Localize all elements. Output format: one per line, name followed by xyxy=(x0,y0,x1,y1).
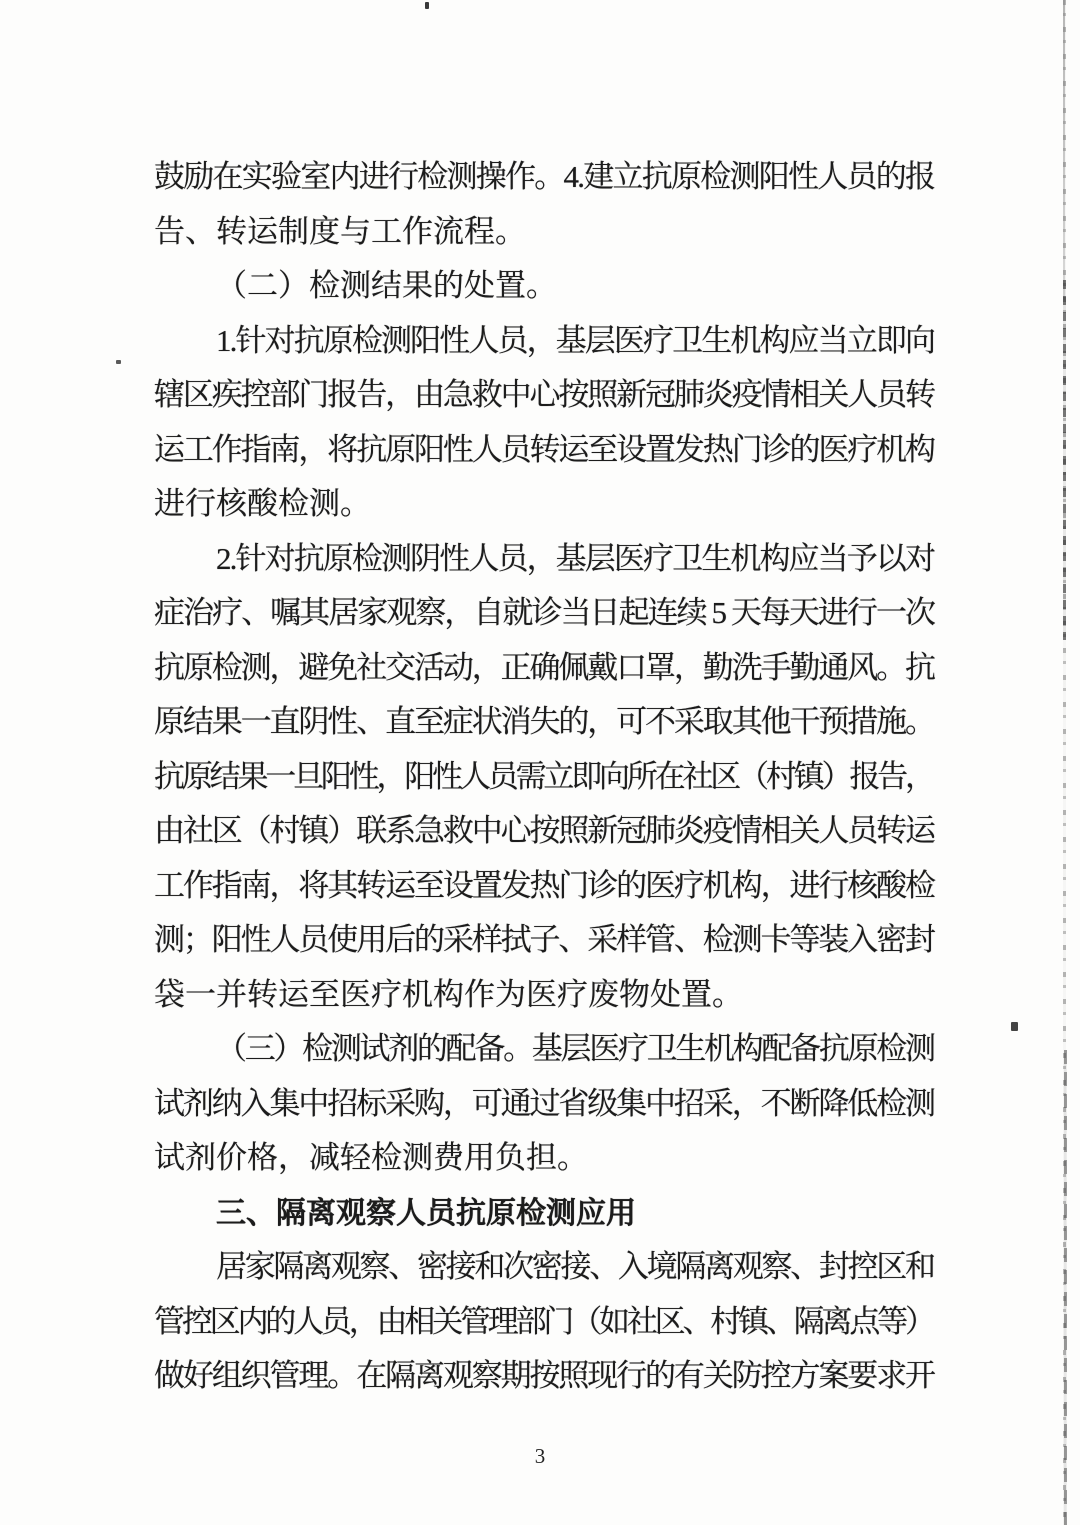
text-line: 管控区内的人员，由相关管理部门（如社区、村镇、隔离点等） xyxy=(154,1303,933,1339)
text-line: 试剂纳入集中招标采购，可通过省级集中招采，不断降低检测 xyxy=(154,1085,934,1121)
text-line: 测；阳性人员使用后的采样拭子、采样管、检测卡等装入密封 xyxy=(154,922,934,957)
section-heading: 三、隔离观察人员抗原检测应用 xyxy=(216,1196,636,1230)
text-line: 症治疗、嘱其居家观察，自就诊当日起连续 5 天每天进行一次 xyxy=(154,595,935,630)
scan-edge-artifact-bottom xyxy=(1064,1050,1067,1525)
text-line: 1.针对抗原检测阳性人员，基层医疗卫生机构应当立即向 xyxy=(216,322,935,358)
text-line: 告、转运制度与工作流程。 xyxy=(154,213,526,249)
text-line: 试剂价格，减轻检测费用负担。 xyxy=(154,1140,588,1175)
scan-speck xyxy=(116,360,121,364)
text-line: （三）检测试剂的配备。基层医疗卫生机构配备抗原检测 xyxy=(216,1031,934,1066)
scan-speck xyxy=(1011,1022,1018,1031)
page-number: 3 xyxy=(534,1444,546,1468)
text-line: 运工作指南，将抗原阳性人员转运至设置发热门诊的医疗机构 xyxy=(154,431,934,467)
text-line: 抗原结果一旦阳性，阳性人员需立即向所在社区（村镇）报告， xyxy=(154,758,933,794)
text-line: 2.针对抗原检测阴性人员，基层医疗卫生机构应当予以对 xyxy=(216,540,935,576)
text-line: 辖区疾控部门报告，由急救中心按照新冠肺炎疫情相关人员转 xyxy=(154,377,934,412)
text-line: 由社区（村镇）联系急救中心按照新冠肺炎疫情相关人员转运 xyxy=(154,813,934,848)
text-line: 居家隔离观察、密接和次密接、入境隔离观察、封控区和 xyxy=(216,1249,934,1284)
scan-edge-artifact-top xyxy=(1063,0,1065,300)
text-line: 做好组织管理。在隔离观察期按照现行的有关防控方案要求开 xyxy=(154,1358,934,1393)
document-text-block xyxy=(154,150,936,1404)
text-line: 鼓励在实验室内进行检测操作。4.建立抗原检测阳性人员的报 xyxy=(154,159,935,194)
scan-edge-artifact-dark xyxy=(1063,280,1066,640)
text-line: 进行核酸检测。 xyxy=(154,486,371,521)
text-line: 袋一并转运至医疗机构作为医疗废物处置。 xyxy=(154,976,743,1012)
text-line: 工作指南，将其转运至设置发热门诊的医疗机构，进行核酸检 xyxy=(154,867,934,903)
text-line: 抗原检测，避免社交活动，正确佩戴口罩，勤洗手勤通风。抗 xyxy=(154,649,934,685)
text-line: 原结果一直阴性、直至症状消失的，可不采取其他干预措施。 xyxy=(154,704,934,739)
text-line: （二）检测结果的处置。 xyxy=(216,268,557,303)
scan-speck xyxy=(425,2,429,9)
